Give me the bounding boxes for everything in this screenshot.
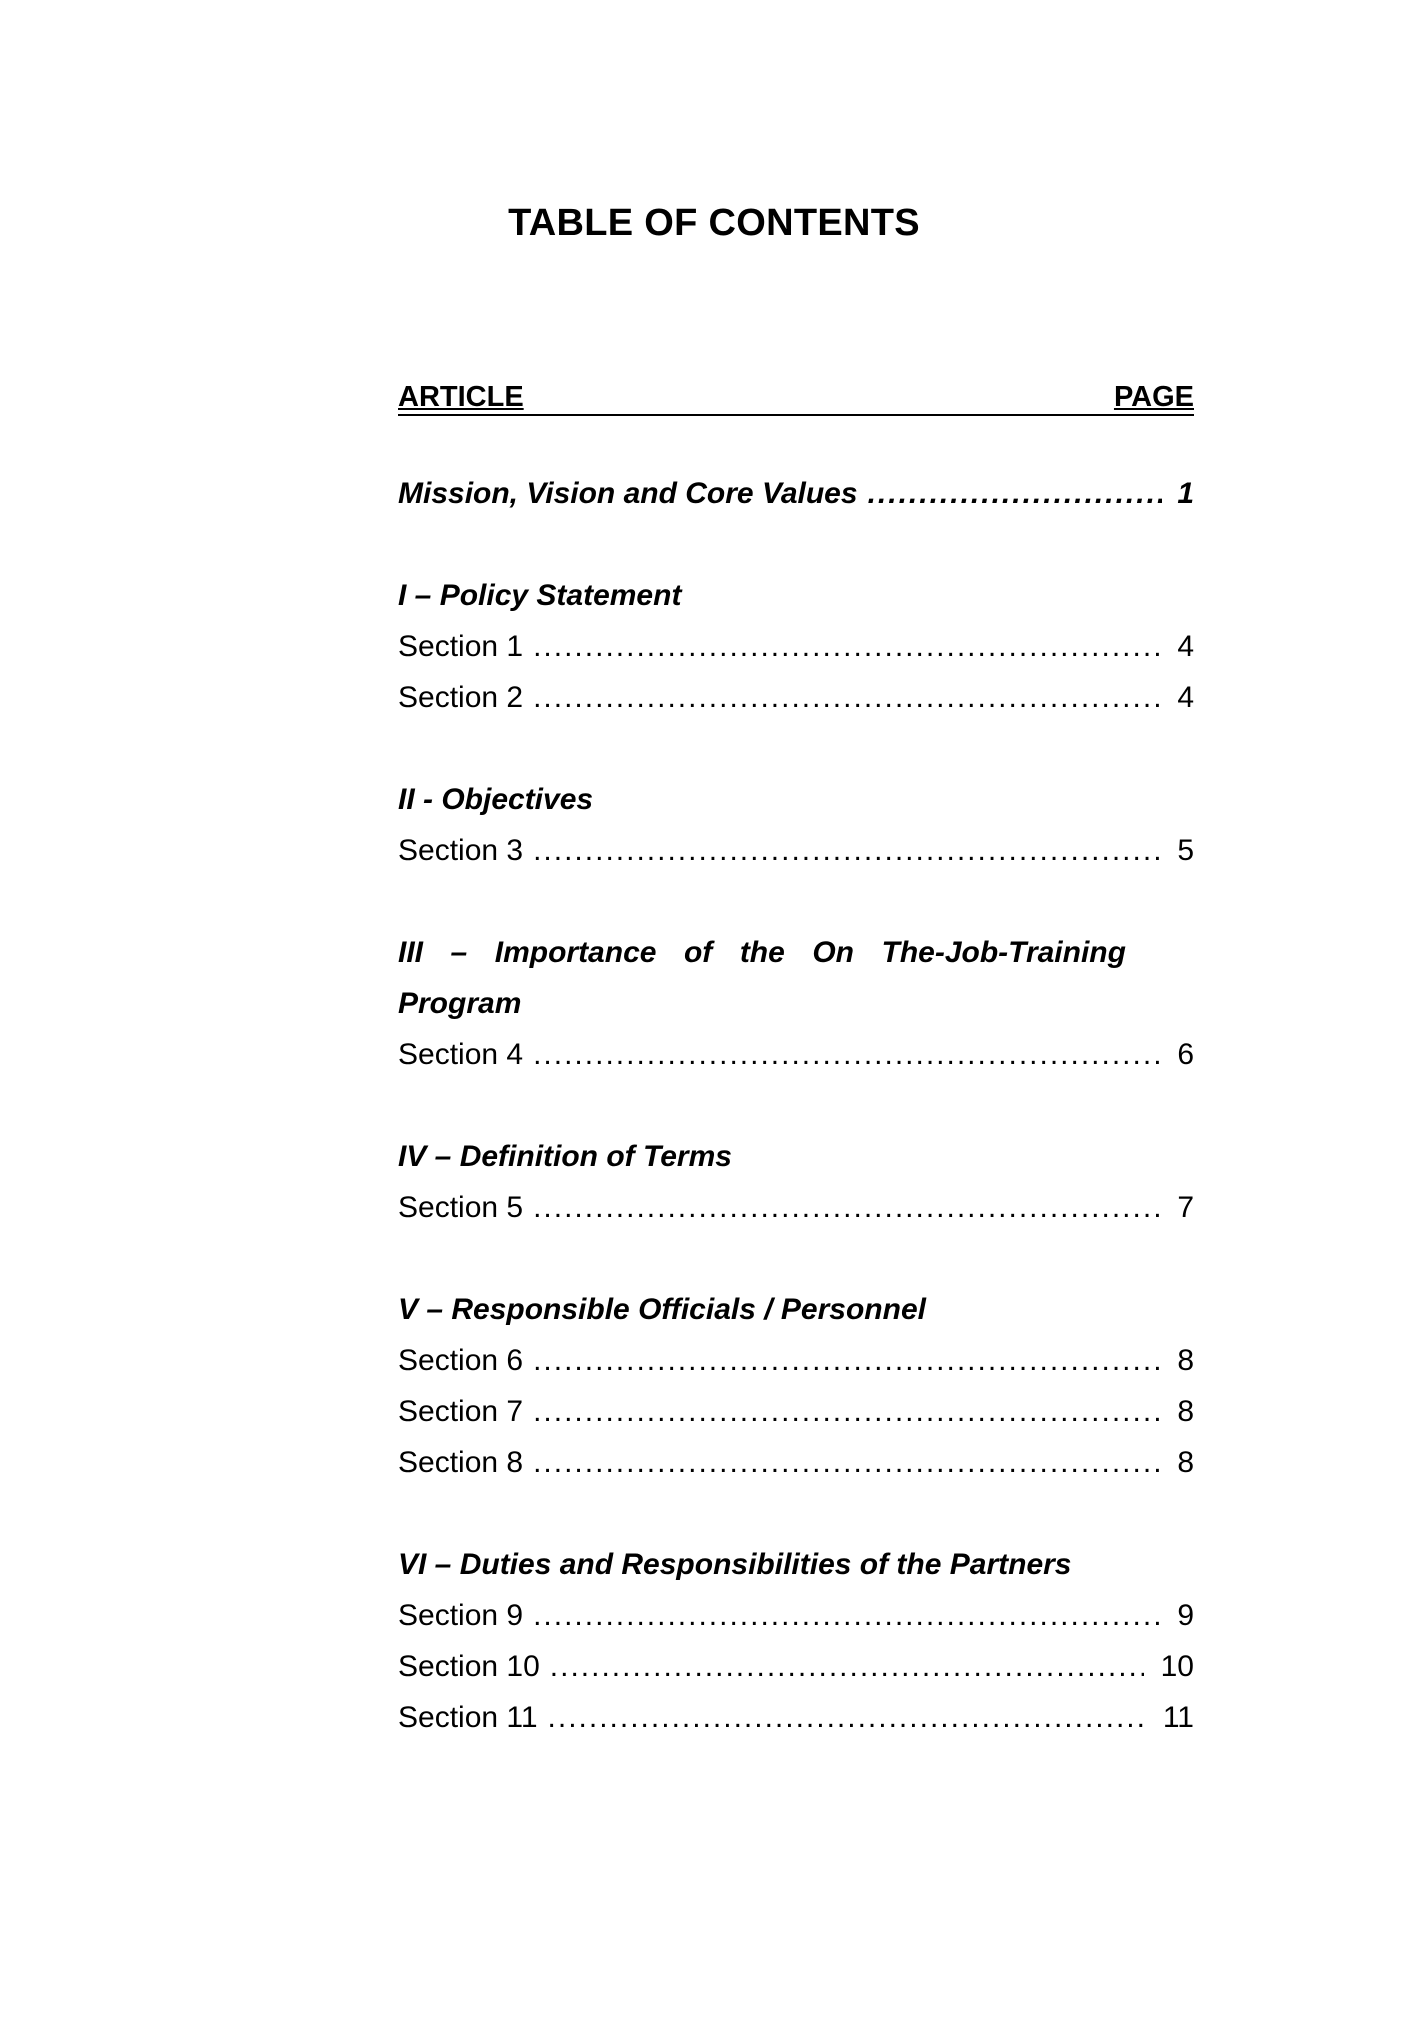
leader-dots [533,630,1162,664]
leader-dots [533,834,1162,868]
toc-entry-page: 4 [1177,629,1194,663]
heading-word: Importance [494,935,657,969]
leader-dots [533,1446,1162,1480]
toc-header [398,378,1194,416]
toc-entry-page: 11 [1162,1700,1194,1734]
toc-entry-label: Section 9 [398,1598,524,1632]
toc-entry-label: Section 8 [398,1445,524,1479]
leader-dots [533,1344,1162,1378]
toc-entry-label: Section 5 [398,1190,524,1224]
article-heading: IV – Definition of Terms [398,1139,732,1173]
toc-entry-section-2[interactable] [398,672,1194,723]
article-heading: I – Policy Statement [398,578,682,612]
article-heading-line-1 [398,936,1126,970]
article-heading-line-2: Program [398,986,522,1020]
toc-entry-label: Section 11 [398,1700,538,1734]
toc-entry-page: 8 [1177,1394,1194,1428]
toc-entry-section-4[interactable] [398,1029,1194,1080]
toc-entry-label: Section 7 [398,1394,524,1428]
article-heading: VI – Duties and Responsibilities of the Partners [398,1547,1072,1581]
leader-dots [868,477,1162,511]
page-title: TABLE OF CONTENTS [508,202,920,244]
leader-dots [533,1038,1162,1072]
leader-dots [533,1599,1162,1633]
leader-dots [533,1395,1162,1429]
toc-entry-page: 6 [1177,1037,1194,1071]
toc-entry-label: Section 2 [398,680,524,714]
toc-entry-section-5[interactable] [398,1182,1194,1233]
toc-entry-page: 4 [1177,680,1194,714]
toc-entry-page: 5 [1177,833,1194,867]
heading-word: The-Job-Training [881,935,1126,969]
toc-entry-page: 10 [1160,1649,1194,1683]
toc-entry-section-3[interactable] [398,825,1194,876]
toc-entry-page: 1 [1177,476,1194,510]
toc-entry-label: Section 10 [398,1649,540,1683]
toc-entry-section-6[interactable] [398,1335,1194,1386]
toc-entry-page: 8 [1177,1445,1194,1479]
article-heading: II - Objectives [398,782,594,816]
article-heading [398,927,1194,978]
toc-entry-page: 8 [1177,1343,1194,1377]
toc-entry-section-11[interactable] [398,1692,1194,1743]
leader-dots [550,1650,1144,1684]
toc-entry-page: 7 [1177,1190,1194,1224]
toc-entry-section-8[interactable] [398,1437,1194,1488]
article-column-label: ARTICLE [398,381,524,413]
toc-entry-label: Section 3 [398,833,524,867]
leader-dots [533,1191,1162,1225]
heading-word: the [739,935,785,969]
leader-dots [548,1701,1144,1735]
toc-entry-label: Mission, Vision and Core Values [398,476,858,510]
toc-entry-label: Section 6 [398,1343,524,1377]
toc-entry-label: Section 4 [398,1037,524,1071]
toc-entry-section-7[interactable] [398,1386,1194,1437]
heading-word: III [398,935,424,969]
heading-word: On [812,935,854,969]
toc-entry-section-9[interactable] [398,1590,1194,1641]
toc-entry-label: Section 1 [398,629,524,663]
heading-word: of [683,935,713,969]
toc-entry-mission[interactable] [398,468,1194,519]
toc-entry-section-1[interactable] [398,621,1194,672]
article-heading: V – Responsible Officials / Personnel [398,1292,926,1326]
toc-entry-page: 9 [1177,1598,1194,1632]
table-of-contents [398,468,1194,1743]
leader-dots [533,681,1162,715]
page-column-label: PAGE [1113,381,1194,413]
heading-word: – [450,935,468,969]
toc-entry-section-10[interactable] [398,1641,1194,1692]
